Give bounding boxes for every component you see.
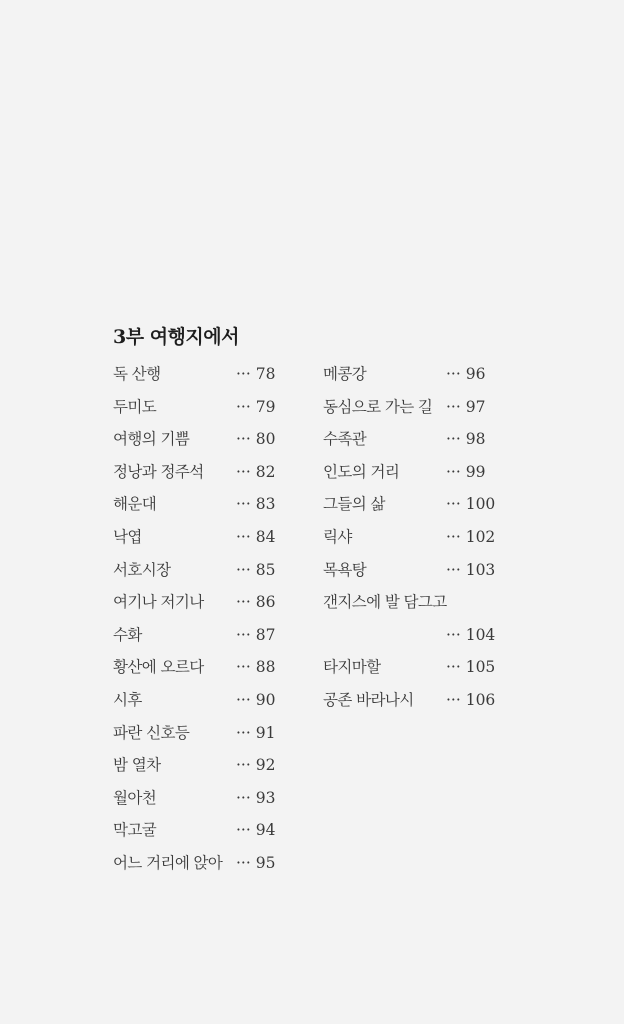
toc-entry-title: 여기나 저기나 xyxy=(113,593,204,612)
toc-entry-page: ··· 91 xyxy=(236,723,276,742)
table-of-contents xyxy=(113,322,496,872)
toc-entry-title: 갠지스에 발 담그고 xyxy=(323,593,447,612)
toc-entry-title: 두미도 xyxy=(113,397,157,416)
toc-entry-title: 메콩강 xyxy=(323,365,367,383)
toc-entry-title: 릭샤 xyxy=(323,527,352,546)
part-title: 3부 여행지에서 xyxy=(113,326,239,348)
toc-entry-page: ··· 90 xyxy=(236,690,276,709)
toc-entry-page: ··· 79 xyxy=(236,397,276,416)
toc-entry-title: 공존 바라나시 xyxy=(323,690,414,709)
toc-entry-page: ··· 98 xyxy=(446,430,486,449)
toc-entry-page: ··· 86 xyxy=(236,593,276,612)
toc-entry-title: 파란 신호등 xyxy=(113,723,190,742)
toc-entry-page: ··· 78 xyxy=(236,365,276,383)
toc-entry-title: 목욕탕 xyxy=(323,560,367,579)
toc-entry-page: ··· 82 xyxy=(236,462,276,481)
toc-entry-page: ··· 92 xyxy=(236,756,276,775)
toc-entry-title: 동심으로 가는 길 xyxy=(323,397,433,416)
toc-entry-page: ··· 105 xyxy=(446,658,496,677)
toc-entry-page: ··· 85 xyxy=(236,560,276,579)
toc-entry-title: 서호시장 xyxy=(113,560,171,579)
toc-entry-title: 시후 xyxy=(113,690,142,709)
toc-entry-page: ··· 88 xyxy=(236,658,276,677)
toc-entry-title: 수화 xyxy=(113,625,142,644)
toc-entry-title: 독 산행 xyxy=(113,365,161,383)
toc-entry-page: ··· 102 xyxy=(446,527,496,546)
toc-entry-title: 막고굴 xyxy=(113,821,157,840)
toc-entry-title: 타지마할 xyxy=(323,658,381,677)
toc-entry-page: ··· 83 xyxy=(236,495,276,514)
toc-entry-page: ··· 99 xyxy=(446,462,486,481)
toc-entry-title: 어느 거리에 앉아 xyxy=(113,853,223,872)
toc-entry-page: ··· 104 xyxy=(446,625,496,644)
toc-entry-page: ··· 84 xyxy=(236,527,276,546)
toc-entry-title: 해운대 xyxy=(113,495,157,514)
toc-entry-page: ··· 96 xyxy=(446,365,486,383)
toc-entry-page: ··· 106 xyxy=(446,690,496,709)
toc-entry-title: 여행의 기쁨 xyxy=(113,430,190,449)
toc-entry-page: ··· 95 xyxy=(236,853,276,872)
toc-entry-page: ··· 93 xyxy=(236,788,276,807)
toc-entry-title: 인도의 거리 xyxy=(323,462,400,481)
toc-entry-page: ··· 87 xyxy=(236,625,276,644)
toc-entry-page: ··· 97 xyxy=(446,397,486,416)
toc-entry-title: 그들의 삶 xyxy=(323,495,385,514)
toc-entry-title: 낙엽 xyxy=(113,527,142,546)
toc-entry-title: 황산에 오르다 xyxy=(113,658,204,677)
toc-entry-page: ··· 80 xyxy=(236,430,276,449)
toc-entry-page: ··· 100 xyxy=(446,495,496,514)
toc-entry-title: 월아천 xyxy=(113,788,157,807)
toc-entry-page: ··· 103 xyxy=(446,560,496,579)
toc-entry-title: 정낭과 정주석 xyxy=(113,462,204,481)
toc-entry-page: ··· 94 xyxy=(236,821,276,840)
toc-entry-title: 밤 열차 xyxy=(113,756,161,775)
toc-entry-title: 수족관 xyxy=(323,430,367,449)
